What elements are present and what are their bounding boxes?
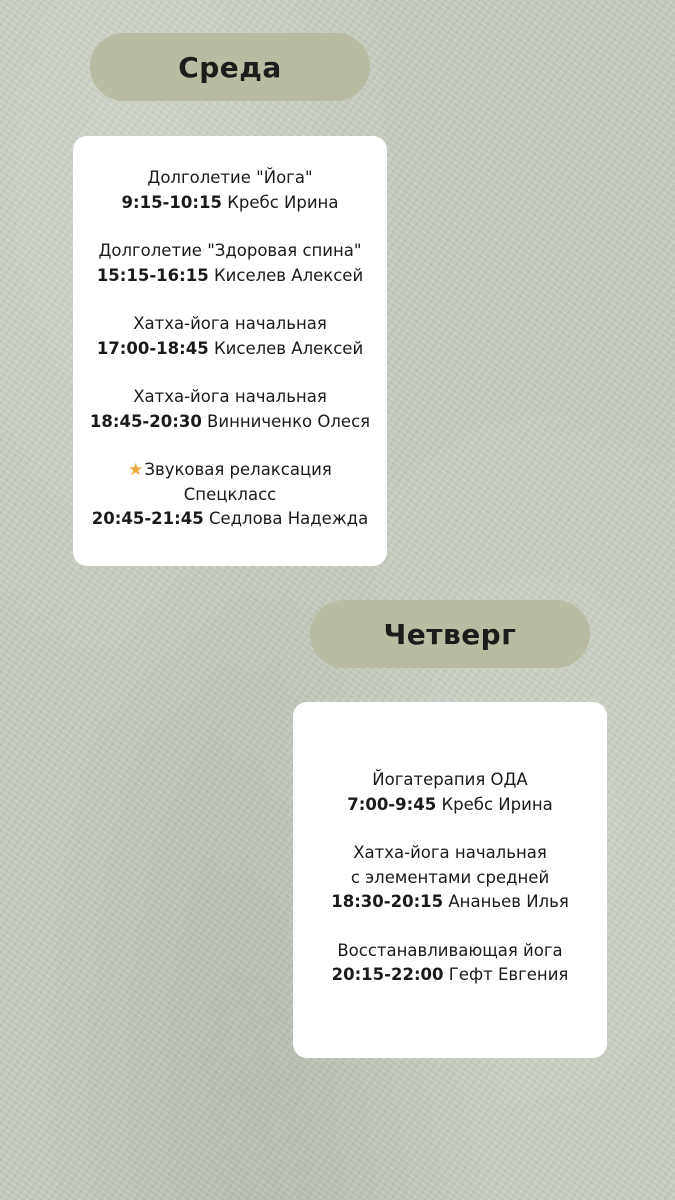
class-teacher: Седлова Надежда bbox=[208, 509, 369, 528]
class-teacher: Киселев Алексей bbox=[213, 265, 364, 285]
class-title: Звуковая релаксация bbox=[144, 460, 332, 479]
class-entry-featured bbox=[92, 458, 368, 532]
class-time: 20:45-21:45 bbox=[91, 509, 204, 528]
class-entry bbox=[332, 939, 569, 988]
class-time: 7:00-9:45 bbox=[347, 794, 437, 814]
class-title: Долголетие "Здоровая спина" bbox=[98, 241, 362, 260]
day-header-wednesday bbox=[90, 33, 370, 101]
class-title: Восстанавливающая йога bbox=[337, 940, 563, 960]
class-teacher: Кребс Ирина bbox=[227, 192, 339, 212]
star-icon: ★ bbox=[128, 460, 144, 480]
class-subtitle: с элементами средней bbox=[350, 867, 550, 887]
class-entry bbox=[122, 166, 339, 215]
class-title: Хатха-йога начальная bbox=[133, 387, 327, 406]
class-entry bbox=[97, 239, 363, 288]
schedule-card-wednesday bbox=[73, 136, 387, 566]
class-teacher: Винниченко Олеся bbox=[207, 411, 371, 431]
class-title: Хатха-йога начальная bbox=[133, 314, 327, 333]
class-teacher: Киселев Алексей bbox=[213, 338, 364, 358]
class-entry bbox=[331, 841, 569, 915]
day-header-thursday bbox=[310, 600, 590, 668]
class-time: 9:15-10:15 bbox=[121, 192, 222, 212]
class-title: Йогатерапия ОДА bbox=[372, 770, 528, 789]
class-title: Долголетие "Йога" bbox=[147, 168, 313, 187]
class-time: 17:00-18:45 bbox=[96, 338, 209, 358]
class-subtitle: Спецкласс bbox=[183, 484, 277, 504]
class-teacher: Ананьев Илья bbox=[448, 892, 569, 911]
class-teacher: Гефт Евгения bbox=[448, 965, 569, 984]
class-entry bbox=[90, 385, 370, 434]
day-title: Среда bbox=[178, 50, 282, 84]
class-time: 18:30-20:15 bbox=[331, 892, 444, 911]
class-title: Хатха-йога начальная bbox=[353, 843, 547, 862]
day-title: Четверг bbox=[383, 617, 517, 651]
class-entry bbox=[97, 312, 363, 361]
class-time: 20:15-22:00 bbox=[331, 965, 444, 984]
class-time: 18:45-20:30 bbox=[89, 411, 202, 431]
class-time: 15:15-16:15 bbox=[96, 265, 209, 285]
class-teacher: Кребс Ирина bbox=[441, 794, 553, 814]
schedule-card-thursday bbox=[293, 702, 607, 1058]
class-entry bbox=[347, 768, 552, 817]
